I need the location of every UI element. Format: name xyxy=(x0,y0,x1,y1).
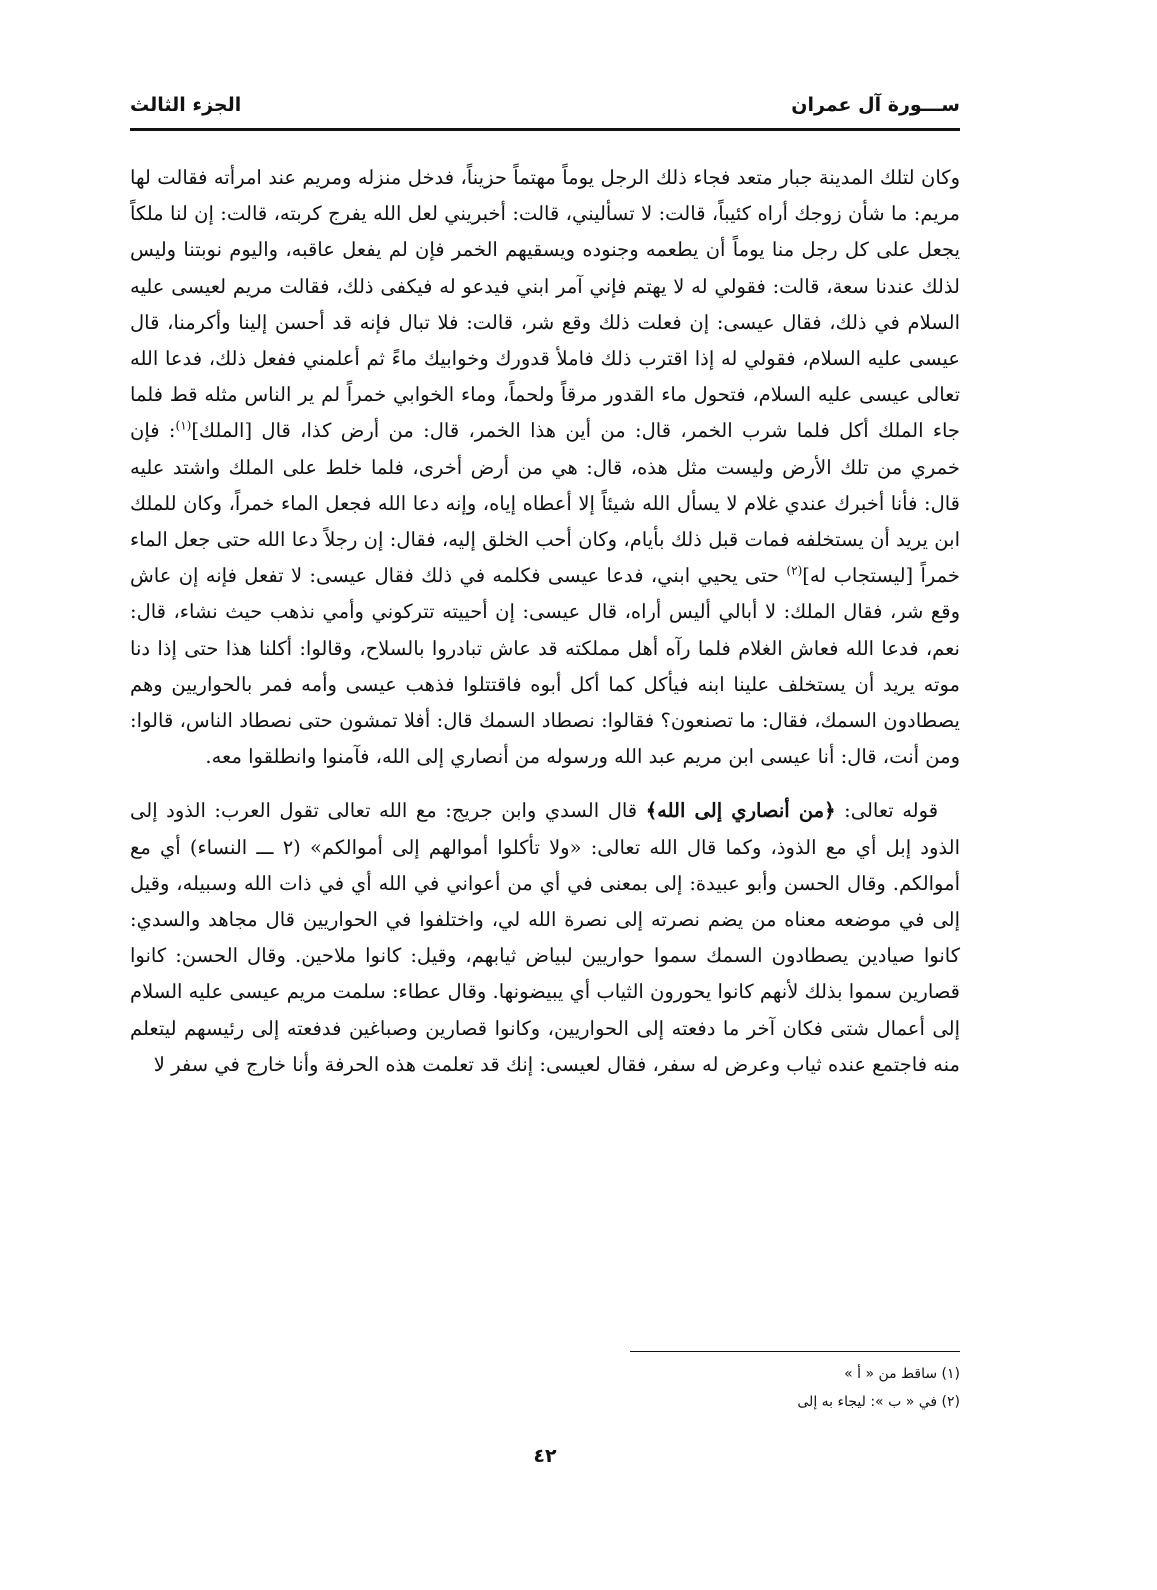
paragraph-2-part-a: قوله تعالى: xyxy=(835,799,939,823)
paragraph-2 xyxy=(130,793,960,1083)
footnote-2: (٢) في « ب »: ليجاء به إلى xyxy=(797,1394,960,1410)
footnote-1: (١) ساقط من « أ » xyxy=(844,1366,960,1382)
quran-quote: ﴿من أنصاري إلى الله﴾ xyxy=(645,799,836,823)
paragraph-1-part-a: وكان لتلك المدينة جبار متعد فجاء ذلك الرجل يوماً مهتماً حزيناً، فدخل منزله ومريم عند امرأته فقالت لها مريم: ما شأن زوجك أراه كئيباً، قالت: لا تسأليني، قالت: أخبريني لعل الله يفرج كربته، قالت: إن لنا ملكاً يجعل على كل رجل منا يوماً أن يطعمه وجنوده ويسقيهم الخمر فإن لم يفعل عاقبه، واليوم نوبتنا وليس لذلك عندنا سعة، قالت: فقولي له لا يهتم فإني آمر ابني فيدعو له فيكفى ذلك، فقالت مريم لعيسى عليه السلام في ذلك، فقال عيسى: إن فعلت ذلك وقع شر، قالت: فلا تبال فإنه قد أحسن إلينا وأكرمنا، قال عيسى عليه السلام، فقولي له إذا اقترب ذلك فاملأ قدورك وخوابيك ماءً ثم أعلمني ففعل ذلك، فدعا الله تعالى عيسى عليه السلام، فتحول ماء القدور مرقاً ولحماً، وماء الخوابي خمراً لم ير الناس مثله قط فلما جاء الملك أكل فلما شرب الخمر، قال: من أين هذا الخمر، قال: من أرض كذا، قال [الملك] xyxy=(130,166,960,443)
header-rule xyxy=(130,128,960,131)
surah-title: ســـورة آل عمران xyxy=(791,94,960,116)
paragraph-1-part-c: حتى يحيي ابني، فدعا عيسى فكلمه في ذلك فقال عيسى: لا تفعل فإنه إن عاش وقع شر، فقال الملك: لا أبالي أليس أراه، قال عيسى: إن أحييته تتركوني وأمي نذهب حيث نشاء، قال: نعم، فدعا الله فعاش الغلام فلما رآه أهل مملكته قد عاش تبادروا بالسلاح، وقالوا: أكلنا هذا حتى إذا دنا موته يريد أن يستخلف علينا ابنه فيأكل كما أكل أبوه فاقتتلوا فذهب عيسى وأمه فمر بالحواريين وهم يصطادون السمك، فقال: ما تصنعون؟ فقالوا: نصطاد السمك قال: أفلا تمشون حتى نصطاد الناس، قالوا: ومن أنت، قال: أنا عيسى ابن مريم عبد الله ورسوله من أنصاري إلى الله، فآمنوا وانطلقوا معه. xyxy=(130,564,960,769)
part-title: الجزء الثالث xyxy=(130,94,242,116)
book-page xyxy=(130,80,960,1560)
footnote-rule xyxy=(630,1351,960,1352)
footnote-ref-2: (٢) xyxy=(786,563,803,578)
page-number: ٤٢ xyxy=(533,1445,557,1467)
paragraph-1 xyxy=(130,160,960,775)
running-header xyxy=(130,94,960,130)
footnote-ref-1: (١) xyxy=(175,418,192,433)
paragraph-2-part-b: قال السدي وابن جريج: مع الله تعالى تقول العرب: الذود إلى الذود إبل أي مع الذوذ، وكما قال الله تعالى: «ولا تأكلوا أموالهم إلى أموالكم» (٢ ـــ النساء) أي مع أموالكم. وقال الحسن وأبو عبيدة: إلى بمعنى في أي من أعواني في الله أي في ذات الله وسبيله، وقيل إلى في موضعه معناه من يضم نصرته إلى نصرة الله لي، واختلفوا في الحواريين قال مجاهد والسدي: كانوا صيادين يصطادون السمك سموا حواريين لبياض ثيابهم، وقيل: كانوا ملاحين. وقال الحسن: كانوا قصارين سموا بذلك لأنهم كانوا يحورون الثياب أي يبيضونها. وقال عطاء: سلمت مريم عيسى عليه السلام إلى أعمال شتى فكان آخر ما دفعته إلى الحواريين، وكانوا قصارين وصباغين فدفعته إلى رئيسهم ليتعلم منه فاجتمع عنده ثياب وعرض له سفر، فقال لعيسى: إنك قد تعلمت هذه الحرفة وأنا خارج في سفر لا xyxy=(130,799,961,1076)
footnotes xyxy=(130,1360,960,1416)
main-text xyxy=(130,160,960,1083)
paragraph-1-part-b: : فإن خمري من تلك الأرض وليست مثل هذه، قال: هي من أرض أخرى، فلما خلط على الملك واشتد عليه قال: فأنا أخبرك عندي غلام لا يسأل الله شيئاً إلا أعطاه إياه، وإنه دعا الله فجعل الماء خمراً، وكان للملك ابن يريد أن يستخلفه فمات قبل ذلك بأيام، وكان أحب الخلق إليه، فقال: إن رجلاً دعا الله حتى جعل الماء خمراً [ليستجاب له] xyxy=(130,419,960,588)
